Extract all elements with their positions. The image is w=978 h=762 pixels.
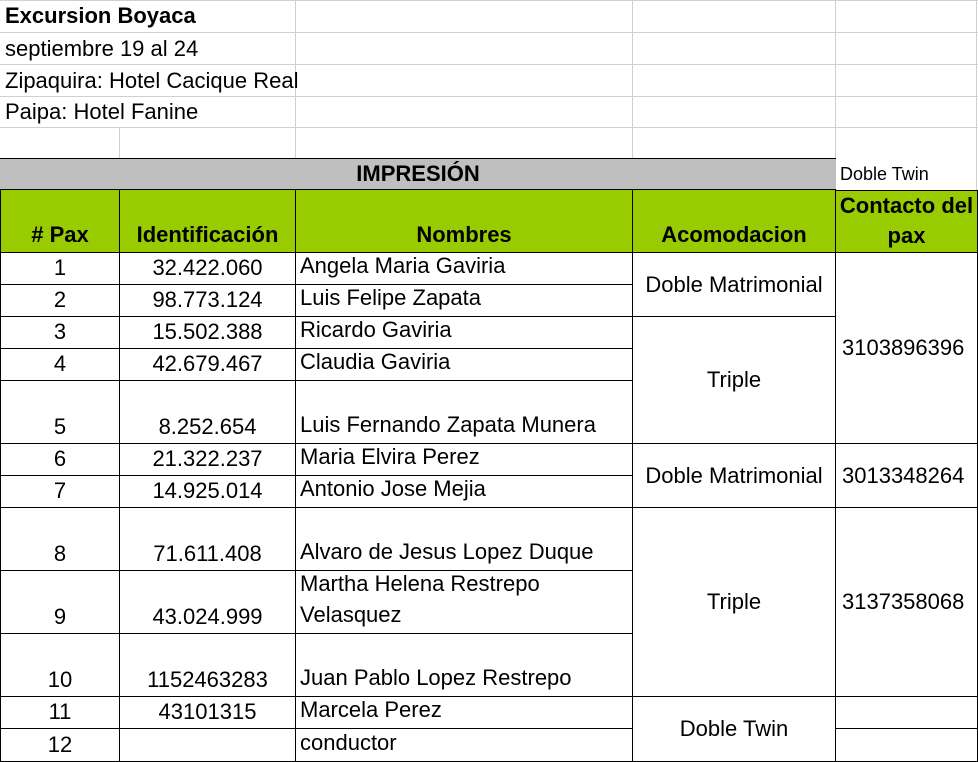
- id-cell[interactable]: 42.679.467: [120, 349, 296, 381]
- pax-cell[interactable]: 5: [0, 381, 120, 444]
- accommodation-cell[interactable]: Triple: [633, 317, 836, 444]
- id-cell[interactable]: [120, 729, 296, 762]
- id-cell[interactable]: 8.252.654: [120, 381, 296, 444]
- pax-cell[interactable]: 6: [0, 444, 120, 476]
- id-cell[interactable]: 1152463283: [120, 634, 296, 697]
- name-cell[interactable]: Antonio Jose Mejia: [296, 476, 633, 508]
- name-cell[interactable]: Claudia Gaviria: [296, 349, 633, 381]
- col-header-acomodacion[interactable]: Acomodacion: [633, 190, 836, 253]
- pax-cell[interactable]: 12: [0, 729, 120, 762]
- pax-cell[interactable]: 7: [0, 476, 120, 508]
- name-cell[interactable]: Alvaro de Jesus Lopez Duque: [296, 508, 633, 571]
- contact-cell[interactable]: 3103896396: [836, 253, 978, 444]
- hotel-paipa[interactable]: Paipa: Hotel Fanine: [5, 99, 199, 124]
- accommodation-cell[interactable]: Doble Twin: [633, 697, 836, 762]
- col-header-nombres[interactable]: Nombres: [296, 190, 633, 253]
- pax-cell[interactable]: 3: [0, 317, 120, 349]
- name-cell[interactable]: Ricardo Gaviria: [296, 317, 633, 349]
- id-cell[interactable]: 43101315: [120, 697, 296, 729]
- name-cell[interactable]: Luis Felipe Zapata: [296, 285, 633, 317]
- id-cell[interactable]: 43.024.999: [120, 571, 296, 634]
- name-cell[interactable]: Juan Pablo Lopez Restrepo: [296, 634, 633, 697]
- contact-cell[interactable]: [836, 729, 978, 762]
- col-header-identificacion[interactable]: Identificación: [120, 190, 296, 253]
- id-cell[interactable]: 15.502.388: [120, 317, 296, 349]
- accommodation-cell[interactable]: Triple: [633, 508, 836, 697]
- impresion-label[interactable]: IMPRESIÓN: [356, 161, 480, 186]
- pax-cell[interactable]: 10: [0, 634, 120, 697]
- name-cell[interactable]: Angela Maria Gaviria: [296, 253, 633, 285]
- id-cell[interactable]: 98.773.124: [120, 285, 296, 317]
- name-cell[interactable]: Luis Fernando Zapata Munera: [296, 381, 633, 444]
- pax-cell[interactable]: 11: [0, 697, 120, 729]
- id-cell[interactable]: 14.925.014: [120, 476, 296, 508]
- contact-cell[interactable]: [836, 697, 978, 729]
- col-header-pax[interactable]: # Pax: [0, 190, 120, 253]
- sheet-title[interactable]: Excursion Boyaca: [5, 3, 196, 28]
- name-cell[interactable]: Maria Elvira Perez: [296, 444, 633, 476]
- accommodation-cell[interactable]: Doble Matrimonial: [633, 253, 836, 317]
- hotel-zipaquira[interactable]: Zipaquira: Hotel Cacique Real: [5, 68, 299, 93]
- trip-dates[interactable]: septiembre 19 al 24: [5, 36, 199, 61]
- id-cell[interactable]: 21.322.237: [120, 444, 296, 476]
- id-cell[interactable]: 71.611.408: [120, 508, 296, 571]
- name-cell[interactable]: conductor: [296, 729, 633, 762]
- col-header-contacto[interactable]: Contacto del pax: [836, 190, 978, 253]
- pax-cell[interactable]: 1: [0, 253, 120, 285]
- contact-cell[interactable]: 3137358068: [836, 508, 978, 697]
- id-cell[interactable]: 32.422.060: [120, 253, 296, 285]
- pax-cell[interactable]: 4: [0, 349, 120, 381]
- name-cell[interactable]: Marcela Perez: [296, 697, 633, 729]
- accommodation-cell[interactable]: Doble Matrimonial: [633, 444, 836, 508]
- contact-cell[interactable]: 3013348264: [836, 444, 978, 508]
- pax-cell[interactable]: 9: [0, 571, 120, 634]
- pax-cell[interactable]: 2: [0, 285, 120, 317]
- side-note-doble-twin[interactable]: Doble Twin: [840, 164, 929, 184]
- pax-cell[interactable]: 8: [0, 508, 120, 571]
- pax-table: [0, 253, 978, 762]
- name-cell[interactable]: Martha Helena Restrepo Velasquez: [296, 571, 633, 634]
